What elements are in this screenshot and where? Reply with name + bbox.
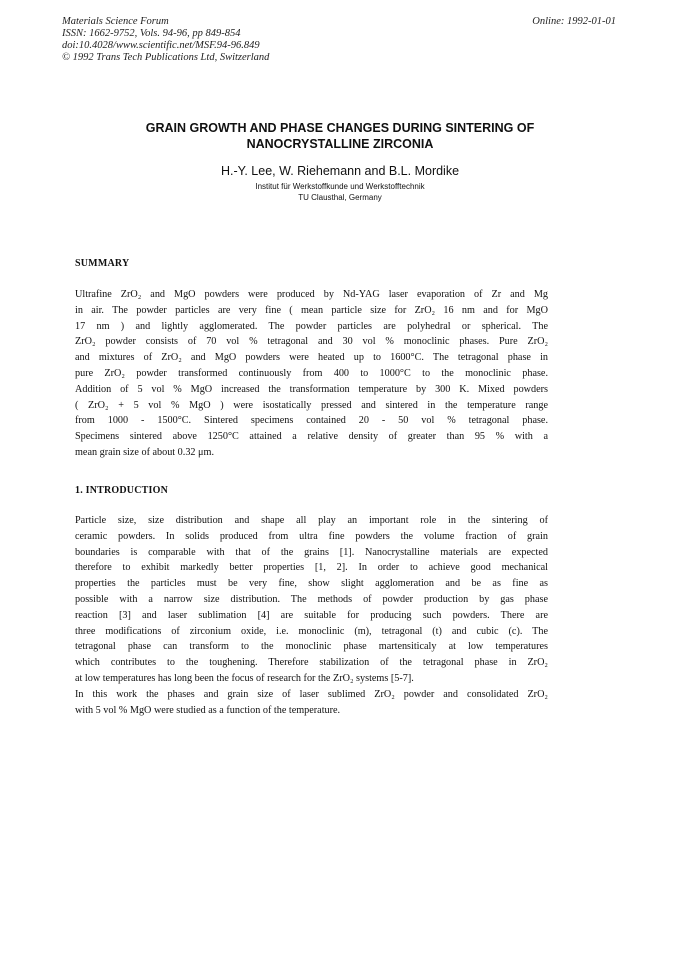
affiliation bbox=[90, 181, 590, 203]
text-line: and mixtures of ZrO₂ and MgO powders were heated up to 1600°C. The tetragonal phase in bbox=[75, 352, 548, 364]
journal-doi[interactable]: doi:10.4028/www.scientific.net/MSF.94-96.849 bbox=[62, 40, 260, 51]
author-list: H.-Y. Lee, W. Riehemann and B.L. Mordike bbox=[220, 164, 460, 178]
text-line: ZrO₂ powder consists of 70 vol % tetragonal and 30 vol % monoclinic phases. Pure ZrO₂ bbox=[75, 336, 548, 348]
affiliation-line-1: Institut für Werkstoffkunde und Werkstofftechnik bbox=[255, 182, 425, 191]
text-line: with 5 vol % MgO were studied as a function of the temperature. bbox=[75, 704, 341, 716]
text-line: properties the particles must be very fine, show slight agglomeration and be as fine as bbox=[75, 578, 548, 590]
summary-heading: SUMMARY bbox=[75, 258, 130, 269]
text-line: Ultrafine ZrO₂ and MgO powders were produced by Nd-YAG laser evaporation of Zr and Mg bbox=[75, 289, 548, 300]
journal-name: Materials Science Forum bbox=[62, 16, 169, 27]
text-line: possible with a narrow size distribution. The methods of powder production by gas phase bbox=[75, 593, 548, 605]
text-line: reaction [3] and laser sublimation [4] are suitable for producing such powders. There are bbox=[75, 609, 548, 621]
text-line: Specimens sintered above 1250°C attained a relative density of greater than 95 % with a bbox=[75, 431, 548, 443]
text-line: 17 nm ) and lightly agglomerated. The powder particles are polyhedral or spherical. The bbox=[75, 320, 548, 332]
text-line: at low temperatures has long been the focus of research for the ZrO₂ systems [5-7]. bbox=[75, 672, 414, 684]
paper-title bbox=[90, 120, 590, 152]
text-line: mean grain size of about 0.32 μm. bbox=[75, 446, 214, 458]
title-line-2: NANOCRYSTALLINE ZIRCONIA bbox=[246, 137, 434, 151]
introduction-heading: 1. INTRODUCTION bbox=[75, 485, 169, 496]
text-line: which contributes to the toughening. Therefore stabilization of the tetragonal phase in ZrO₂ bbox=[75, 657, 548, 669]
text-line: pure ZrO₂ powder transformed continuously from 400 to 1000°C to the monoclinic phase. bbox=[75, 367, 548, 379]
affiliation-line-2: TU Clausthal, Germany bbox=[298, 193, 382, 202]
text-line: in air. The powder particles are very fine ( mean particle size for ZrO₂ 16 nm and for MgO bbox=[75, 304, 548, 316]
text-line: In this work the phases and grain size of laser sublimed ZrO₂ powder and consolidated ZrO₂ bbox=[75, 688, 548, 700]
journal-copyright: © 1992 Trans Tech Publications Ltd, Switzerland bbox=[62, 52, 270, 63]
title-line-1: GRAIN GROWTH AND PHASE CHANGES DURING SINTERING OF bbox=[145, 121, 535, 135]
text-line: therefore to exhibit markedly better properties [1, 2]. In order to achieve good mechanical bbox=[75, 562, 548, 574]
text-line: boundaries is comparable with that of the grains [1]. Nanocrystalline materials are expected bbox=[75, 546, 548, 558]
text-line: tetragonal phase can transform to the monoclinic phase martensiticaly at low temperatures bbox=[75, 641, 548, 653]
introduction-paragraph bbox=[75, 513, 548, 718]
text-line: from 1000 - 1500°C. Sintered specimens contained 20 - 50 vol % tetragonal phase. bbox=[75, 415, 548, 427]
text-line: three modifications of zirconium oxide, i.e. monoclinic (m), tetragonal (t) and cubic (c). The bbox=[75, 625, 548, 637]
summary-paragraph bbox=[75, 287, 548, 461]
text-line: Addition of 5 vol % MgO increased the transformation temperature by 300 K. Mixed powders bbox=[75, 383, 548, 395]
text-line: ( ZrO₂ + 5 vol % MgO ) were isostatically pressed and sintered in the temperature range bbox=[75, 399, 548, 411]
online-date: Online: 1992-01-01 bbox=[532, 16, 616, 27]
text-line: ceramic powders. In solids produced from ultra fine powders the volume fraction of grain bbox=[75, 530, 548, 542]
journal-issn: ISSN: 1662-9752, Vols. 94-96, pp 849-854 bbox=[62, 28, 241, 39]
text-line: Particle size, size distribution and shape all play an important role in the sintering of bbox=[75, 515, 548, 526]
journal-header bbox=[62, 16, 269, 64]
